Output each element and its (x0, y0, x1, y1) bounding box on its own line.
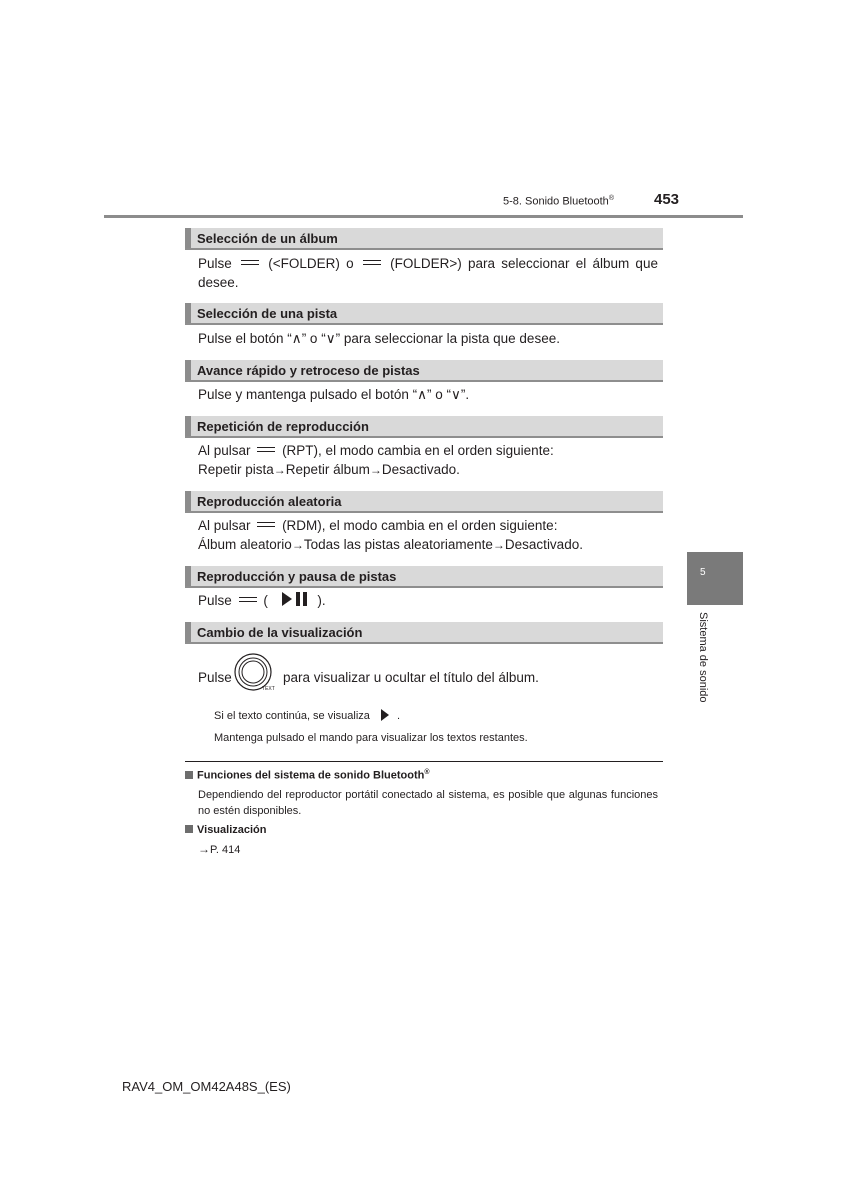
text: Pulse (198, 256, 232, 271)
section-heading-playpause (185, 566, 663, 588)
arrow-icon: → (492, 538, 505, 552)
display-note-1 (214, 708, 400, 722)
arrow-icon: → (198, 842, 210, 856)
heading-text: Reproducción y pausa de pistas (197, 569, 397, 584)
section-heading-repeat (185, 416, 663, 438)
arrow-icon: → (291, 538, 304, 552)
footer-code: RAV4_OM_OM42A48S_(ES) (122, 1079, 291, 1094)
heading-text: Cambio de la visualización (197, 625, 363, 640)
section-header (503, 195, 614, 208)
page-number: 453 (654, 191, 680, 208)
paragraph-repeat-line1 (198, 441, 554, 460)
paragraph-album (198, 254, 658, 292)
text: Al pulsar (198, 443, 251, 458)
text: Visualización (197, 824, 267, 836)
display-note-2: Mantenga pulsado el mando para visualizar los textos restantes. (214, 732, 528, 744)
chapter-label: Sistema de sonido (697, 612, 709, 703)
paragraph-random-line2 (198, 535, 583, 555)
paragraph-repeat-line2 (198, 460, 460, 480)
button-icon (238, 595, 258, 604)
arrow-icon: → (369, 463, 382, 477)
button-icon (256, 445, 276, 454)
section-heading-random (185, 491, 663, 513)
text: . (397, 710, 401, 722)
square-bullet-icon (185, 825, 193, 833)
registered-mark: ® (424, 769, 430, 776)
heading-text: Selección de una pista (197, 306, 338, 321)
section-heading-display (185, 622, 663, 644)
text: Repetir álbum (285, 462, 370, 477)
text: ( (263, 593, 268, 608)
paragraph-playpause (198, 591, 326, 610)
header-rule (104, 215, 743, 218)
text: ). (317, 593, 326, 608)
knob-label: TEXT (262, 686, 275, 692)
button-icon (240, 258, 260, 267)
text: Desactivado. (381, 462, 460, 477)
section-heading-album (185, 228, 663, 250)
chapter-number: 5 (700, 567, 706, 578)
text: Funciones del sistema de sonido Bluetooth (197, 769, 425, 782)
paragraph-seek: Pulse y mantenga pulsado el botón “∧” o “∨”. (198, 387, 470, 402)
button-icon (256, 520, 276, 529)
text: (FOLDER>) para seleccionar el álbum que desee. (198, 256, 658, 290)
text: Si el texto continúa, se visualiza (214, 710, 370, 722)
page-reference: P. 414 (210, 844, 241, 856)
paragraph-display-pulse: Pulse (198, 670, 232, 685)
arrow-icon: → (273, 463, 286, 477)
note-body-display (198, 842, 240, 856)
text: Pulse (198, 593, 232, 608)
heading-text: Reproducción aleatoria (197, 494, 342, 509)
heading-text: Selección de un álbum (197, 231, 338, 246)
note-heading-functions (185, 769, 430, 782)
section-title: 5-8. Sonido Bluetooth (503, 195, 609, 208)
registered-mark: ® (608, 195, 614, 202)
paragraph-random-line1 (198, 516, 557, 535)
heading-text: Repetición de reproducción (197, 419, 369, 434)
paragraph-display-rest: para visualizar u ocultar el título del álbum. (283, 670, 539, 685)
notes-divider (185, 761, 663, 762)
text: Al pulsar (198, 518, 251, 533)
text: Desactivado. (504, 537, 583, 552)
button-icon (362, 258, 382, 267)
chapter-tab (687, 552, 743, 605)
text: Álbum aleatorio (198, 537, 292, 552)
text: (<FOLDER) o (268, 256, 354, 271)
text: Repetir pista (198, 462, 274, 477)
play-pause-icon (280, 591, 310, 607)
section-heading-seek (185, 360, 663, 382)
heading-text: Avance rápido y retroceso de pistas (197, 363, 420, 378)
continue-arrow-icon (379, 708, 391, 722)
text: (RDM), el modo cambia en el orden siguiente: (282, 518, 558, 533)
text-knob-icon (233, 652, 277, 696)
section-heading-track (185, 303, 663, 325)
paragraph-track: Pulse el botón “∧” o “∨” para seleccionar la pista que desee. (198, 331, 560, 346)
note-body-functions: Dependiendo del reproductor portátil conectado al sistema, es posible que algunas funciones no estén disponibles. (198, 789, 658, 817)
note-heading-display (185, 824, 267, 836)
text: Todas las pistas aleatoriamente (303, 537, 493, 552)
square-bullet-icon (185, 771, 193, 779)
text: (RPT), el modo cambia en el orden siguiente: (282, 443, 554, 458)
